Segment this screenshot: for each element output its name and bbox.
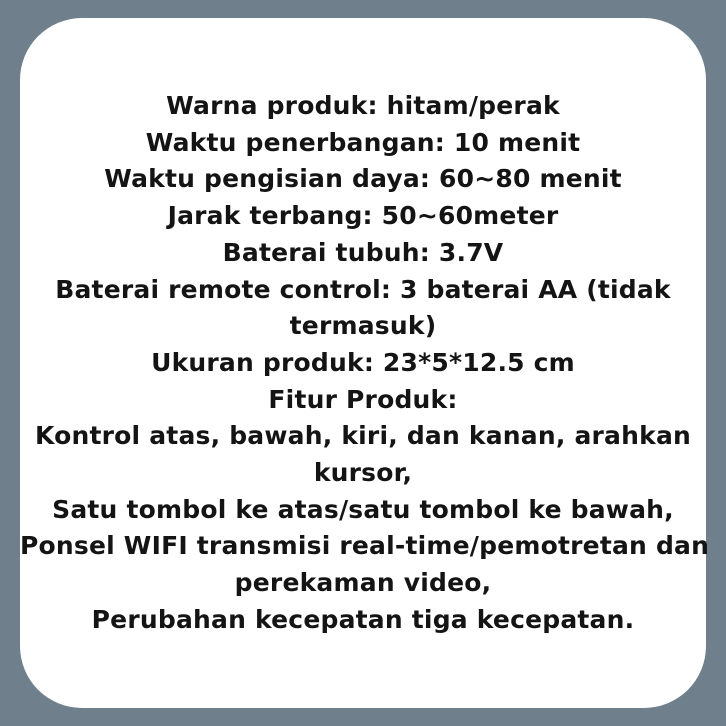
spec-line-feature-wifi-cont: perekaman video,: [234, 568, 492, 598]
spec-line-size: Ukuran produk: 23*5*12.5 cm: [151, 347, 575, 377]
spec-line-flight-range: Jarak terbang: 50~60meter: [167, 201, 559, 231]
spec-line-feature-one-key: Satu tombol ke atas/satu tombol ke bawah,: [52, 494, 674, 524]
spec-text-block: [20, 88, 710, 639]
spec-line-features-heading: Fitur Produk:: [268, 384, 458, 414]
spec-line-feature-wifi: Ponsel WIFI transmisi real-time/pemotretan dan: [20, 531, 710, 561]
spec-line-feature-control-cont: kursor,: [313, 458, 413, 488]
spec-line-body-battery: Baterai tubuh: 3.7V: [222, 237, 504, 267]
spec-line-color: Warna produk: hitam/perak: [166, 91, 560, 120]
spec-line-feature-control: Kontrol atas, bawah, kiri, dan kanan, arahkan: [34, 421, 692, 451]
spec-line-remote-battery: Baterai remote control: 3 baterai AA (tidak: [55, 274, 671, 304]
spec-line-flight-time: Waktu penerbangan: 10 menit: [145, 127, 581, 157]
spec-line-feature-speed: Perubahan kecepatan tiga kecepatan.: [91, 604, 635, 634]
spec-line-charging-time: Waktu pengisian daya: 60~80 menit: [104, 164, 622, 194]
spec-card: [20, 18, 710, 708]
spec-line-remote-battery-cont: termasuk): [289, 311, 437, 341]
